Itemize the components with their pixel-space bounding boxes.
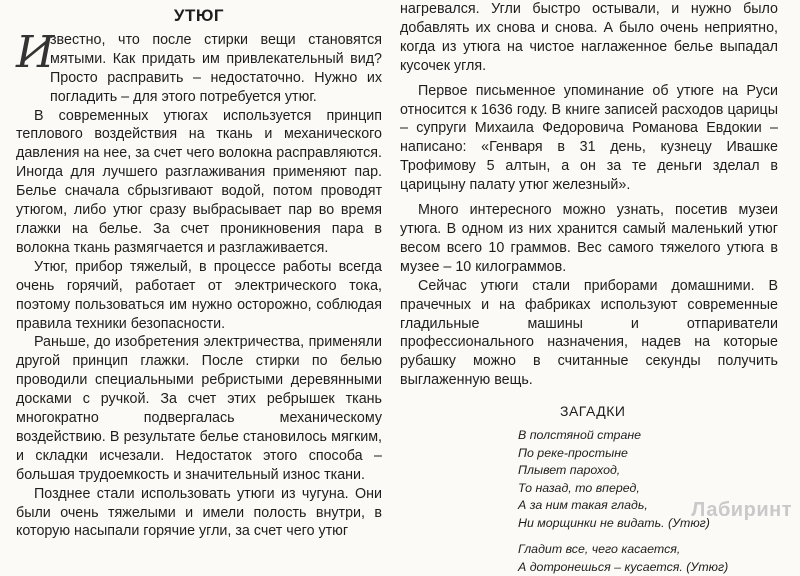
intro-text: звестно, что после стирки вещи становятся мятыми. Как придать им привлекательный вид? Просто расправить – недостаточно. Нужно их погладить – для этого потребуется утюг. bbox=[50, 31, 382, 105]
paragraph-coals: нагревался. Угли быстро остывали, и нужно было добавлять их снова и снова. А было очень неприятно, когда из утюга на чистое наглаженное белье выпадал кусочек угля. bbox=[400, 1, 778, 74]
article-title: УТЮГ bbox=[173, 6, 225, 25]
paragraph-cast-iron: Позднее стали использовать утюги из чугуна. Они были очень тяжелыми и имели полость внутри, в которую насыпали горячие угли, за счет чего утюг bbox=[16, 485, 382, 540]
watermark-logo: Лабиринт bbox=[691, 499, 792, 521]
intro-paragraph bbox=[16, 26, 382, 107]
riddle-line: Гладит все, чего касается, bbox=[518, 542, 681, 557]
paragraph-safety: Утюг, прибор тяжелый, в процессе работы всегда очень горячий, работает от электрического тока, поэтому пользоваться им нужно осторожно, соблюдая правила техники безопасности. bbox=[16, 258, 382, 332]
drop-cap: И bbox=[16, 26, 55, 78]
riddle-line: По реке-простыне bbox=[518, 445, 628, 460]
riddle-line: То назад, то вперед, bbox=[518, 480, 640, 495]
riddle-2 bbox=[518, 541, 778, 576]
paragraph-modern-irons: В современных утюгах используется принцип теплового воздействия на ткань и механического давления на нее, за счет чего волокна расправляются. Иногда для лучшего разглаживания применяют пар. Белье сначала сбрызгивают водой, потом проводят утюгом, либо утюг сразу выбрасывает пар во время глажки на белье. За счет проникновения пара в волокна ткань размягчается и разглаживается. bbox=[16, 107, 382, 256]
paragraph-today: Сейчас утюги стали приборами домашними. В прачечных и на фабриках используют современные гладильные машины и отпариватели профессионального назначения, надев на которые рубашку можно в считанные секунды получить выглаженную вещь. bbox=[400, 277, 778, 389]
riddle-line: Ни морщинки не видать. (Утюг) bbox=[518, 515, 710, 530]
riddle-line: А за ним такая гладь, bbox=[518, 498, 648, 513]
riddle-line: В полстяной стране bbox=[518, 428, 642, 443]
right-column bbox=[400, 0, 778, 576]
paragraph-museum: Много интересного можно узнать, посетив музеи утюга. В одном из них хранится самый маленький утюг весом всего 10 граммов. Вес самого тяжелого утюга в музее – 10 килограммов. bbox=[400, 202, 778, 275]
riddles-title: ЗАГАДКИ bbox=[560, 403, 626, 420]
paragraph-history: Раньше, до изобретения электричества, применяли другой принцип глажки. После стирки по белью проводили специальными ребристыми деревянными досками с ручкой. За счет этих ребрышек ткань многократно подвергалась механическому воздействию. В результате белье становилось мягким, и складки исчезали. Недостаток этого способа – большая трудоемкость и значительный износ ткани. bbox=[16, 334, 382, 483]
paragraph-first-mention: Первое письменное упоминание об утюге на Руси относится к 1636 году. В книге записей расходов царицы – супруги Михаила Федоровича Романова Евдокии – написано: «Генваря в 31 день, кузнецу Ивашке Трофимову 5 алтын, а он за те деньги зделал в царицыну палату утюг железный». bbox=[400, 82, 778, 194]
left-column bbox=[16, 0, 382, 541]
riddle-line: А дотронешься – кусается. (Утюг) bbox=[518, 559, 729, 574]
riddle-line: Плывет пароход, bbox=[518, 463, 621, 478]
